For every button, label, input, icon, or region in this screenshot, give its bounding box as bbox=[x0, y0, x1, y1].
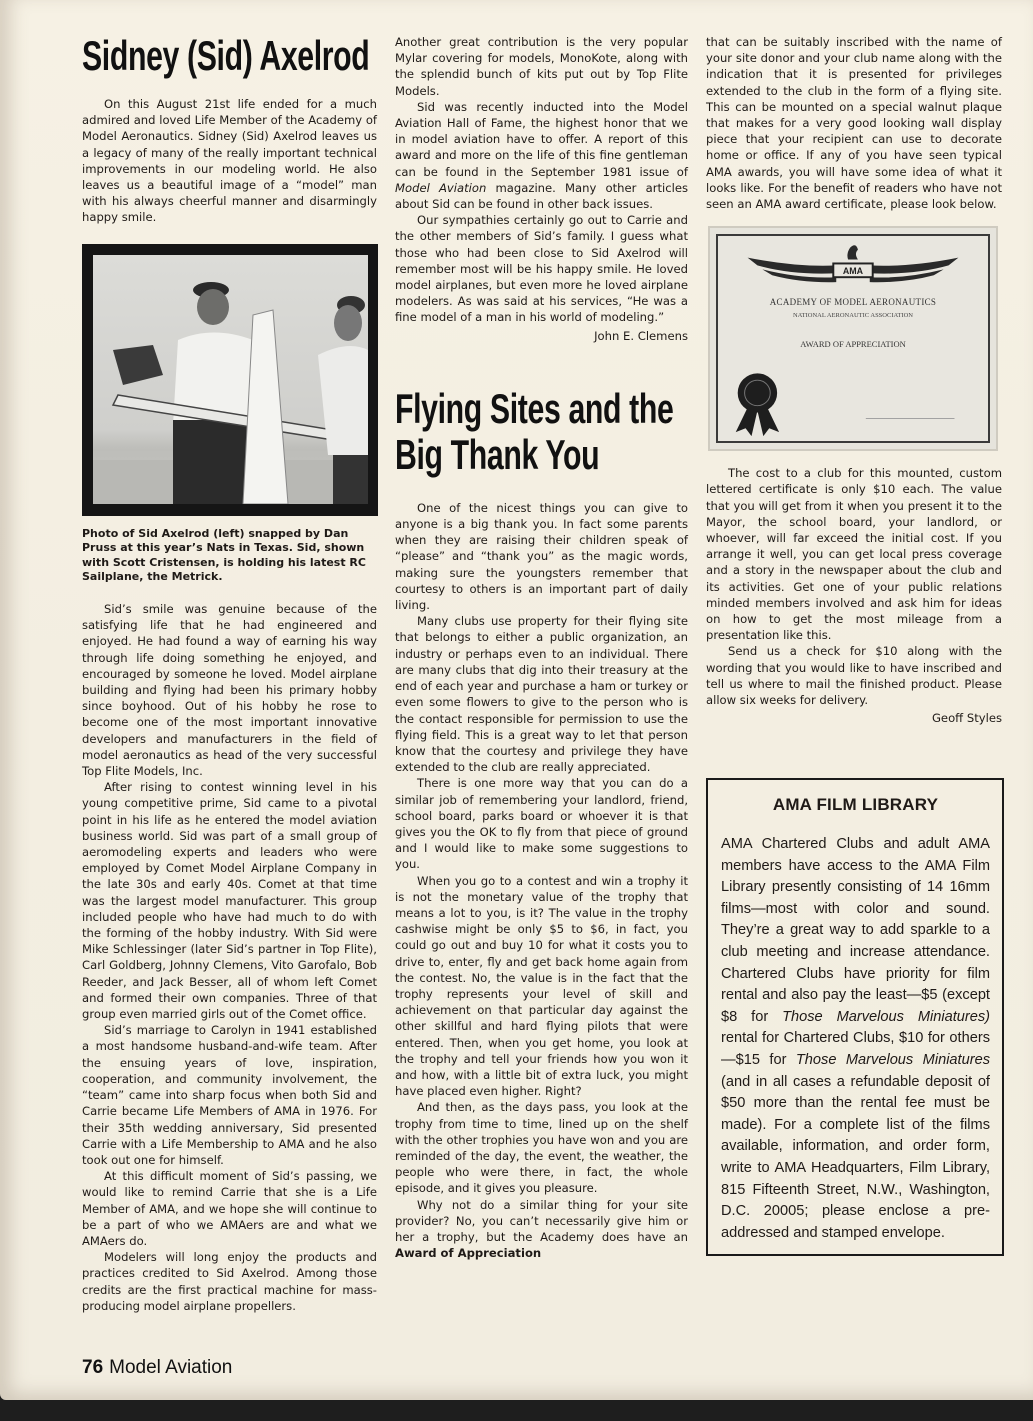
award-certificate-image bbox=[708, 226, 998, 451]
photo-image bbox=[93, 255, 368, 504]
article-paragraph: Sid’s marriage to Carolyn in 1941 established a most handsome husband-and-wife team. After the ensuing years of love, inspiration, cooperation, and community involvement, the “team” came into sharp focus when both Sid and Carrie became Life Members of AMA in 1976. For their 35th wedding anniversary, Sid presented Carrie with a Life Membership to AMA and he also took out one for himself. bbox=[82, 1023, 377, 1167]
title-line-1: Flying Sites and the bbox=[395, 384, 674, 432]
cert-badge: AMA bbox=[842, 266, 864, 277]
article-paragraph: When you go to a contest and win a trophy it is not the monetary value of the trophy that means a lot to you, is it? The value in the trophy cashwise might be only $5 to $6, in fact, you could go out and buy 10 for what it costs you to drive to, enter, fly and get back home again from the contest. No, the value is in the fact that the trophy represents your level of skill and achievement on that particular day against the other skillful and hard flying pilots that were entered. Then, when you get home, you look at the trophy and tell your friends how you won it and how, with a little bit of extra luck, you might have placed even higher. Right? bbox=[395, 873, 688, 1099]
cert-sub-org: NATIONAL AERONAUTIC ASSOCIATION bbox=[792, 312, 913, 320]
photo-sid-axelrod bbox=[82, 244, 378, 516]
article-paragraph: Our sympathies certainly go out to Carrie and the other members of Sid’s family. I guess what those who had been close to Sid Axelrod will remember most will be his happy smile. He loved model airplanes, but even more he loved airplane modelers. As was said at his services, “He was a fine model of a man in his world of modeling.” bbox=[395, 213, 688, 325]
cert-org-name: ACADEMY OF MODEL AERONAUTICS bbox=[769, 297, 937, 308]
article-paragraph: Many clubs use property for their flying site that belongs to either a public organization, an industry or perhaps even to an individual. There are many clubs that dig into their treasury at the end of each year and purchase a ham or turkey or even some flowers to give to the person who is the contact responsible for permission to use the flying field. This is a great way to let that person know that the courtesy and privilege they have extended to the club are really appreciated. bbox=[395, 614, 688, 775]
film-library-box bbox=[706, 778, 1004, 1256]
article-paragraph bbox=[395, 99, 688, 212]
page-footer bbox=[82, 1357, 232, 1379]
certificate-border bbox=[716, 234, 990, 443]
publication-name: Model Aviation bbox=[109, 1357, 233, 1378]
award-name-bold: Award of Appreciation bbox=[395, 1246, 542, 1261]
text-run: Why not do a similar thing for your site provider? No, you can’t necessarily give him or her a trophy, but the Academy does have an bbox=[395, 1197, 688, 1244]
film-title-italic: Those Marvelous Miniatures) bbox=[782, 1008, 991, 1025]
text-run: rental for Chartered Clubs, $10 for others—$15 for bbox=[721, 1030, 990, 1069]
film-library-title: AMA FILM LIBRARY bbox=[772, 795, 939, 815]
column-2 bbox=[395, 34, 688, 1261]
title-line-2: Big Thank You bbox=[395, 430, 600, 478]
article-title-axelrod: Sidney (Sid) Axelrod bbox=[82, 32, 370, 79]
article-paragraph: The cost to a club for this mounted, custom lettered certificate is only $10 each. The value that you will get from it when you present it to the Mayor, the school board, your landlord, or whoever, will far exceed the initial cost. If you arrange it well, you can get local press coverage and a story in the newspaper about the club and its activities. Get one of your public relations minded members involved and ask him for ideas on how to get the most mileage from a presentation like this. bbox=[706, 466, 1002, 643]
author-signature-clemens: John E. Clemens bbox=[594, 328, 688, 343]
magazine-title-italic: Model Aviation bbox=[395, 180, 487, 195]
author-signature-styles: Geoff Styles bbox=[931, 711, 1002, 726]
page-number: 76 bbox=[82, 1357, 104, 1378]
article-intro: On this August 21st life ended for a much admired and loved Life Member of the Academy of Model Aeronautics. Sidney (Sid) Axelrod leaves us a legacy of many of the really important technical improvements in our modeling world. He also leaves us a beautiful image of a “model” man with his always cheerful manner and disarmingly happy smile. bbox=[82, 97, 377, 225]
text-run: AMA Chartered Clubs and adult AMA members have access to the AMA Film Library presently consisting of 14 16mm films—most with color and sound. They’re a great way to add sparkle to a club meeting and increase attendance. Chartered Clubs have priority for film rental and also pay the least—$5 (except $8 for bbox=[721, 836, 990, 1025]
article-paragraph: At this difficult moment of Sid’s passing, we would like to remind Carrie that she is a Life Member of AMA, and we hope she will continue to be a part of who we AMAers are and what we AMAers do. bbox=[82, 1169, 377, 1248]
cert-award-title: AWARD OF APPRECIATION bbox=[800, 339, 906, 350]
text-run: Sid was recently inducted into the Model Aviation Hall of Fame, the highest honor that we in model aviation have to offer. A report of this award and more on the life of this fine gentleman can be found in the September 1981 issue of bbox=[395, 99, 688, 179]
text-run: magazine. Many other articles about Sid can be found in other back issues. bbox=[395, 180, 689, 212]
article-paragraph: There is one more way that you can do a similar job of remembering your landlord, friend, school board, parks board or whoever it is that gives you the OK to fly from that piece of ground and I would like to make some suggestions to you. bbox=[395, 776, 688, 872]
article-paragraph: And then, as the days pass, you look at the trophy from time to time, lined up on the shelf with the other trophies you have won and you are reminded of the day, the event, the weather, the people who were there, in fact, the whole episode, and it gives you pleasure. bbox=[395, 1100, 688, 1196]
film-library-text bbox=[721, 834, 990, 1244]
article-paragraph: One of the nicest things you can give to anyone is a big thank you. In fact some parents when they are raising their children speak of “please” and “thank you” as the magic words, making sure the youngsters remember that courtesy to others is an important part of daily living. bbox=[395, 500, 688, 613]
photo-illustration bbox=[93, 255, 368, 504]
article-paragraph: Send us a check for $10 along with the wording that you would like to have inscribed and tell us where to mail the finished product. Please allow six weeks for delivery. bbox=[706, 644, 1002, 708]
article-paragraph: that can be suitably inscribed with the name of your site donor and your club name along with the indication that it is presented for privileges extended to the club in the form of a flying site. This can be mounted on a special walnut plaque that makes for a very good looking wall display piece that your recipient can use to decorate home or office. If any of you have seen typical AMA awards, you will have some idea of what it looks like. For the benefit of readers who have not seen an AMA award certificate, please look below. bbox=[706, 35, 1002, 212]
article-title-flying-sites bbox=[395, 384, 674, 478]
article-paragraph: Modelers will long enjoy the products and practices credited to Sid Axelrod. Among those credits are the first practical machine for mass-producing model airplane propellers. bbox=[82, 1250, 377, 1313]
text-run: (and in all cases a refundable deposit of $50 more than the rental fee must be made). For a complete list of the films available, information, and order form, write to AMA Headquarters, Film Library, 815 Fifteenth Street, N.W., Washington, D.C. 20005; please enclose a pre-addressed and stamped envelope. bbox=[721, 1073, 990, 1241]
article-paragraph: After rising to contest winning level in his young competitive prime, Sid came to a pivotal point in his life as he entered the model aviation business world. Sid was part of a small group of aeromodeling experts and leaders who were employed by Comet Model Airplane Company in the late 30s and early 40s. Comet at that time was the largest model manufacturer. This group included people who have had much to do with the forming of the hobby industry. With Sid were Mike Schlessinger (later Sid’s partner in Top Flite), Carl Goldberg, Johnny Clemens, Vito Garofalo, Bob Reeder, and Jack Besser, all of whom left Comet and formed their own companies. Three of that group even married girls out of the Comet office. bbox=[82, 780, 377, 1022]
column-3 bbox=[706, 34, 1002, 1256]
article-paragraph: Another great contribution is the very popular Mylar covering for models, MonoKote, along with the splendid bunch of kits put out by Top Flite Models. bbox=[395, 35, 688, 98]
film-title-italic: Those Marvelous Miniatures bbox=[795, 1052, 990, 1069]
article-paragraph bbox=[395, 1197, 688, 1262]
photo-caption: Photo of Sid Axelrod (left) snapped by Dan Pruss at this year’s Nats in Texas. Sid, shown with Scott Cristensen, is holding his latest RC Sailplane, the Metrick. bbox=[82, 526, 366, 584]
article-paragraph: Sid’s smile was genuine because of the satisfying life that he had engineered and enjoyed. He had found a way of earning his way through life doing something he enjoyed, and encouraged by someone he loved. Model airplane building and flying had been his primary hobby since boyhood. Out of his hobby he rose to become one of the most important innovative developers and manufacturers in the field of model aeronautics as head of the very successful Top Flite Models, Inc. bbox=[82, 602, 377, 779]
column-1 bbox=[82, 34, 377, 1314]
